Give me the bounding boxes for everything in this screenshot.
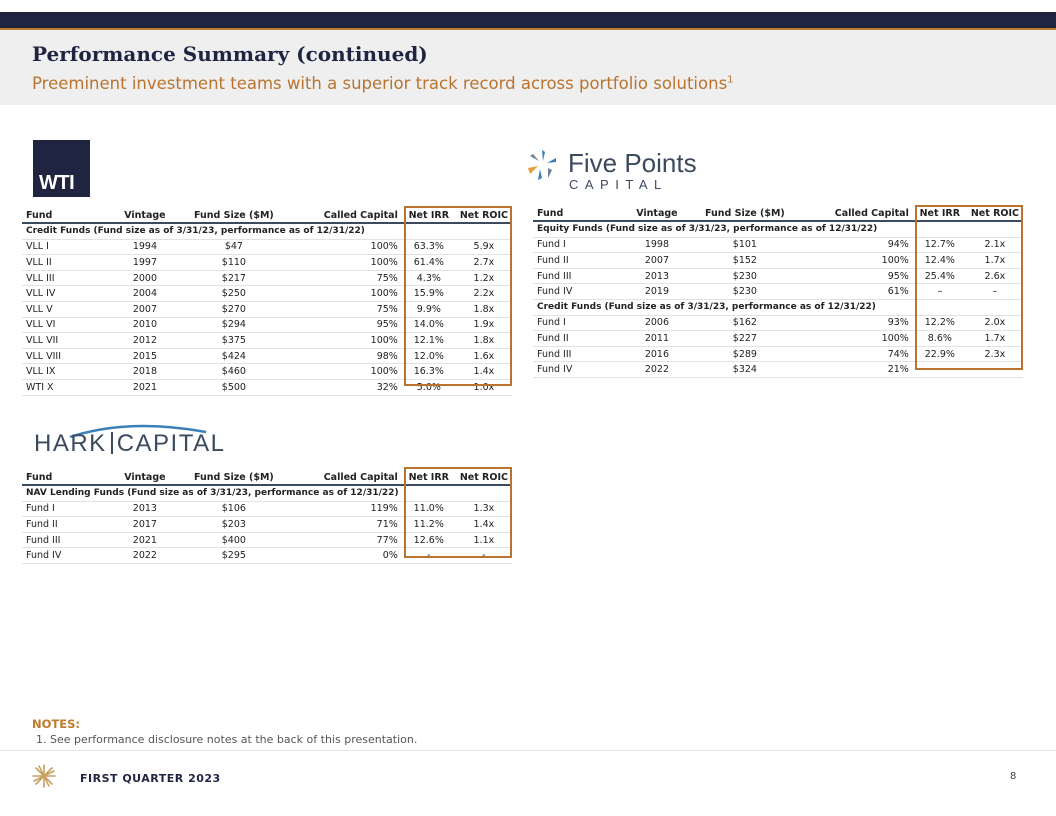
hark-divider xyxy=(111,432,113,454)
cell-vintage: 2004 xyxy=(110,286,180,302)
cell-net-roic: - xyxy=(456,548,512,564)
cell-net-irr: - xyxy=(402,548,456,564)
cell-net-roic: 1.3x xyxy=(456,501,512,517)
cell-called-capital: 21% xyxy=(799,362,913,378)
cell-net-roic: 1.9x xyxy=(456,317,512,333)
table-row xyxy=(22,317,512,333)
cell-vintage: 1997 xyxy=(110,255,180,271)
cell-fund: VLL VIII xyxy=(22,348,110,364)
cell-called-capital: 61% xyxy=(799,284,913,300)
table-row xyxy=(533,284,1023,300)
cell-fund: Fund II xyxy=(533,331,623,347)
cell-net-irr: 61.4% xyxy=(402,255,456,271)
cell-fund: Fund III xyxy=(533,346,623,362)
cell-called-capital: 100% xyxy=(288,364,402,380)
subtitle-text: Preeminent investment teams with a superior track record across portfolio solutions xyxy=(32,74,728,93)
cell-called-capital: 98% xyxy=(288,348,402,364)
col-net-roic: Net ROIC xyxy=(456,208,512,223)
cell-vintage: 2018 xyxy=(110,364,180,380)
cell-vintage: 2007 xyxy=(110,301,180,317)
section-label: Credit Funds (Fund size as of 3/31/23, performance as of 12/31/22) xyxy=(533,299,1023,315)
section-row xyxy=(22,223,512,239)
cell-vintage: 1994 xyxy=(110,239,180,255)
cell-fund-size: $460 xyxy=(180,364,288,380)
cell-fund-size: $289 xyxy=(691,346,799,362)
cell-fund-size: $47 xyxy=(180,239,288,255)
table-row xyxy=(22,364,512,380)
cell-fund: Fund I xyxy=(533,315,623,331)
cell-vintage: 2017 xyxy=(110,517,180,533)
cell-fund-size: $217 xyxy=(180,270,288,286)
cell-called-capital: 71% xyxy=(288,517,402,533)
cell-net-irr: 12.1% xyxy=(402,333,456,349)
cell-net-roic: 1.0x xyxy=(456,379,512,395)
section-row xyxy=(533,221,1023,237)
table-row xyxy=(22,501,512,517)
cell-called-capital: 74% xyxy=(799,346,913,362)
cell-fund-size: $324 xyxy=(691,362,799,378)
cell-vintage: 2013 xyxy=(110,501,180,517)
cell-net-roic: 2.2x xyxy=(456,286,512,302)
wti-logo-text: WTI xyxy=(39,172,75,194)
five-points-logo xyxy=(528,148,728,193)
cell-vintage: 2022 xyxy=(623,362,691,378)
hark-name xyxy=(34,430,225,458)
cell-net-roic: 1.4x xyxy=(456,364,512,380)
table-row xyxy=(22,532,512,548)
col-fund-size: Fund Size ($M) xyxy=(180,470,288,485)
cell-net-roic: 1.2x xyxy=(456,270,512,286)
table-row xyxy=(533,331,1023,347)
cell-called-capital: 100% xyxy=(288,286,402,302)
table-row xyxy=(533,253,1023,269)
cell-fund-size: $230 xyxy=(691,284,799,300)
cell-net-irr: – xyxy=(913,284,967,300)
col-vintage: Vintage xyxy=(110,208,180,223)
cell-fund-size: $106 xyxy=(180,501,288,517)
cell-vintage: 2021 xyxy=(110,379,180,395)
cell-fund: Fund III xyxy=(22,532,110,548)
footnote-marker: 1 xyxy=(727,74,734,86)
cell-net-irr: 12.0% xyxy=(402,348,456,364)
cell-net-roic: 2.3x xyxy=(967,346,1023,362)
cell-net-irr: 63.3% xyxy=(402,239,456,255)
table-row xyxy=(22,333,512,349)
cell-net-roic: 2.1x xyxy=(967,237,1023,253)
cell-net-irr: 4.3% xyxy=(402,270,456,286)
cell-fund-size: $500 xyxy=(180,379,288,395)
cell-called-capital: 95% xyxy=(288,317,402,333)
cell-net-irr: 11.2% xyxy=(402,517,456,533)
cell-called-capital: 94% xyxy=(799,237,913,253)
cell-net-irr: 8.6% xyxy=(913,331,967,347)
cell-net-roic: 1.8x xyxy=(456,301,512,317)
cell-vintage: 2022 xyxy=(110,548,180,564)
five-points-star-icon xyxy=(528,150,558,182)
cell-net-irr: 11.0% xyxy=(402,501,456,517)
cell-net-irr: 12.6% xyxy=(402,532,456,548)
cell-vintage: 2011 xyxy=(623,331,691,347)
footer-divider xyxy=(0,750,1056,751)
cell-called-capital: 32% xyxy=(288,379,402,395)
cell-fund-size: $101 xyxy=(691,237,799,253)
hark-left: HARK xyxy=(34,430,107,457)
col-fund-size: Fund Size ($M) xyxy=(691,206,799,221)
cell-fund: VLL I xyxy=(22,239,110,255)
cell-called-capital: 100% xyxy=(288,333,402,349)
five-points-sub: CAPITAL xyxy=(569,177,668,192)
cell-called-capital: 95% xyxy=(799,268,913,284)
cell-net-irr: 5.0% xyxy=(402,379,456,395)
col-fund: Fund xyxy=(22,208,110,223)
col-called-capital: Called Capital xyxy=(799,206,913,221)
col-net-roic: Net ROIC xyxy=(456,470,512,485)
cell-vintage: 1998 xyxy=(623,237,691,253)
cell-called-capital: 93% xyxy=(799,315,913,331)
cell-net-roic: – xyxy=(967,284,1023,300)
table-row xyxy=(533,362,1023,378)
table-row xyxy=(22,301,512,317)
cell-net-irr: 9.9% xyxy=(402,301,456,317)
cell-called-capital: 77% xyxy=(288,532,402,548)
cell-fund: Fund I xyxy=(22,501,110,517)
cell-fund-size: $230 xyxy=(691,268,799,284)
page-number: 8 xyxy=(1010,771,1017,782)
section-label: NAV Lending Funds (Fund size as of 3/31/23, performance as of 12/31/22) xyxy=(22,485,512,501)
cell-fund: Fund IV xyxy=(533,284,623,300)
cell-fund: Fund IV xyxy=(533,362,623,378)
notes-item: 1. See performance disclosure notes at the back of this presentation. xyxy=(36,733,418,746)
cell-fund: Fund IV xyxy=(22,548,110,564)
cell-called-capital: 100% xyxy=(288,255,402,271)
cell-net-roic: 1.8x xyxy=(456,333,512,349)
table-row xyxy=(533,315,1023,331)
wti-logo xyxy=(33,140,90,197)
cell-called-capital: 100% xyxy=(799,253,913,269)
table-header-row xyxy=(533,206,1023,221)
cell-fund: Fund II xyxy=(533,253,623,269)
table-row xyxy=(533,268,1023,284)
cell-fund-size: $424 xyxy=(180,348,288,364)
footer-quarter: FIRST QUARTER 2023 xyxy=(80,772,221,785)
cell-net-roic: 2.0x xyxy=(967,315,1023,331)
cell-net-irr: 22.9% xyxy=(913,346,967,362)
cell-net-roic: 2.7x xyxy=(456,255,512,271)
table-row xyxy=(22,548,512,564)
cell-fund-size: $375 xyxy=(180,333,288,349)
section-row xyxy=(22,485,512,501)
cell-vintage: 2012 xyxy=(110,333,180,349)
hark-right: CAPITAL xyxy=(116,430,226,457)
cell-net-irr: 25.4% xyxy=(913,268,967,284)
cell-net-roic: 1.4x xyxy=(456,517,512,533)
cell-vintage: 2006 xyxy=(623,315,691,331)
cell-fund: VLL VII xyxy=(22,333,110,349)
cell-fund: VLL V xyxy=(22,301,110,317)
cell-net-roic: 1.6x xyxy=(456,348,512,364)
cell-net-roic: 2.6x xyxy=(967,268,1023,284)
section-row xyxy=(533,299,1023,315)
col-net-roic: Net ROIC xyxy=(967,206,1023,221)
cell-vintage: 2010 xyxy=(110,317,180,333)
cell-fund: VLL IV xyxy=(22,286,110,302)
hark-capital-logo xyxy=(34,424,226,464)
col-called-capital: Called Capital xyxy=(288,470,402,485)
cell-called-capital: 75% xyxy=(288,270,402,286)
cell-net-roic: 1.1x xyxy=(456,532,512,548)
cell-net-roic: – xyxy=(967,362,1023,378)
cell-net-irr: 12.7% xyxy=(913,237,967,253)
cell-fund-size: $203 xyxy=(180,517,288,533)
cell-fund-size: $110 xyxy=(180,255,288,271)
table-row xyxy=(533,346,1023,362)
table-row xyxy=(22,270,512,286)
cell-fund: Fund II xyxy=(22,517,110,533)
cell-net-irr: 14.0% xyxy=(402,317,456,333)
table-row xyxy=(22,239,512,255)
page-title: Performance Summary (continued) xyxy=(32,42,428,66)
col-vintage: Vintage xyxy=(623,206,691,221)
cell-vintage: 2007 xyxy=(623,253,691,269)
cell-called-capital: 0% xyxy=(288,548,402,564)
section-label: Credit Funds (Fund size as of 3/31/23, performance as of 12/31/22) xyxy=(22,223,512,239)
table-row xyxy=(533,237,1023,253)
cell-fund-size: $295 xyxy=(180,548,288,564)
notes-title: NOTES: xyxy=(32,717,80,731)
wti-performance-table xyxy=(22,208,512,396)
cell-fund-size: $227 xyxy=(691,331,799,347)
table-header-row xyxy=(22,208,512,223)
cell-vintage: 2015 xyxy=(110,348,180,364)
cell-fund-size: $152 xyxy=(691,253,799,269)
table-row xyxy=(22,517,512,533)
hark-performance-table xyxy=(22,470,512,564)
col-fund-size: Fund Size ($M) xyxy=(180,208,288,223)
cell-net-roic: 1.7x xyxy=(967,253,1023,269)
cell-fund: Fund III xyxy=(533,268,623,284)
cell-fund-size: $270 xyxy=(180,301,288,317)
col-vintage: Vintage xyxy=(110,470,180,485)
cell-vintage: 2013 xyxy=(623,268,691,284)
cell-vintage: 2021 xyxy=(110,532,180,548)
cell-fund: VLL VI xyxy=(22,317,110,333)
company-logo-icon xyxy=(32,764,56,788)
cell-net-irr: 12.2% xyxy=(913,315,967,331)
col-net-irr: Net IRR xyxy=(402,470,456,485)
cell-net-irr: 12.4% xyxy=(913,253,967,269)
cell-fund-size: $250 xyxy=(180,286,288,302)
cell-net-roic: 1.7x xyxy=(967,331,1023,347)
cell-net-roic: 5.9x xyxy=(456,239,512,255)
cell-fund-size: $294 xyxy=(180,317,288,333)
cell-vintage: 2016 xyxy=(623,346,691,362)
cell-vintage: 2019 xyxy=(623,284,691,300)
table-header-row xyxy=(22,470,512,485)
col-called-capital: Called Capital xyxy=(288,208,402,223)
cell-fund-size: $162 xyxy=(691,315,799,331)
cell-fund: VLL II xyxy=(22,255,110,271)
col-fund: Fund xyxy=(22,470,110,485)
col-fund: Fund xyxy=(533,206,623,221)
col-net-irr: Net IRR xyxy=(402,208,456,223)
cell-called-capital: 119% xyxy=(288,501,402,517)
cell-called-capital: 100% xyxy=(799,331,913,347)
cell-fund: VLL IX xyxy=(22,364,110,380)
cell-net-irr: 15.9% xyxy=(402,286,456,302)
table-row xyxy=(22,255,512,271)
section-label: Equity Funds (Fund size as of 3/31/23, performance as of 12/31/22) xyxy=(533,221,1023,237)
five-points-name: Five Points xyxy=(568,148,697,178)
table-row xyxy=(22,348,512,364)
col-net-irr: Net IRR xyxy=(913,206,967,221)
top-banner xyxy=(0,12,1056,28)
five-points-performance-table xyxy=(533,206,1023,378)
cell-fund: VLL III xyxy=(22,270,110,286)
cell-called-capital: 100% xyxy=(288,239,402,255)
table-row xyxy=(22,286,512,302)
cell-fund: Fund I xyxy=(533,237,623,253)
cell-vintage: 2000 xyxy=(110,270,180,286)
page-subtitle xyxy=(32,74,734,93)
cell-fund: WTI X xyxy=(22,379,110,395)
cell-called-capital: 75% xyxy=(288,301,402,317)
cell-net-irr: – xyxy=(913,362,967,378)
cell-net-irr: 16.3% xyxy=(402,364,456,380)
cell-fund-size: $400 xyxy=(180,532,288,548)
table-row xyxy=(22,379,512,395)
